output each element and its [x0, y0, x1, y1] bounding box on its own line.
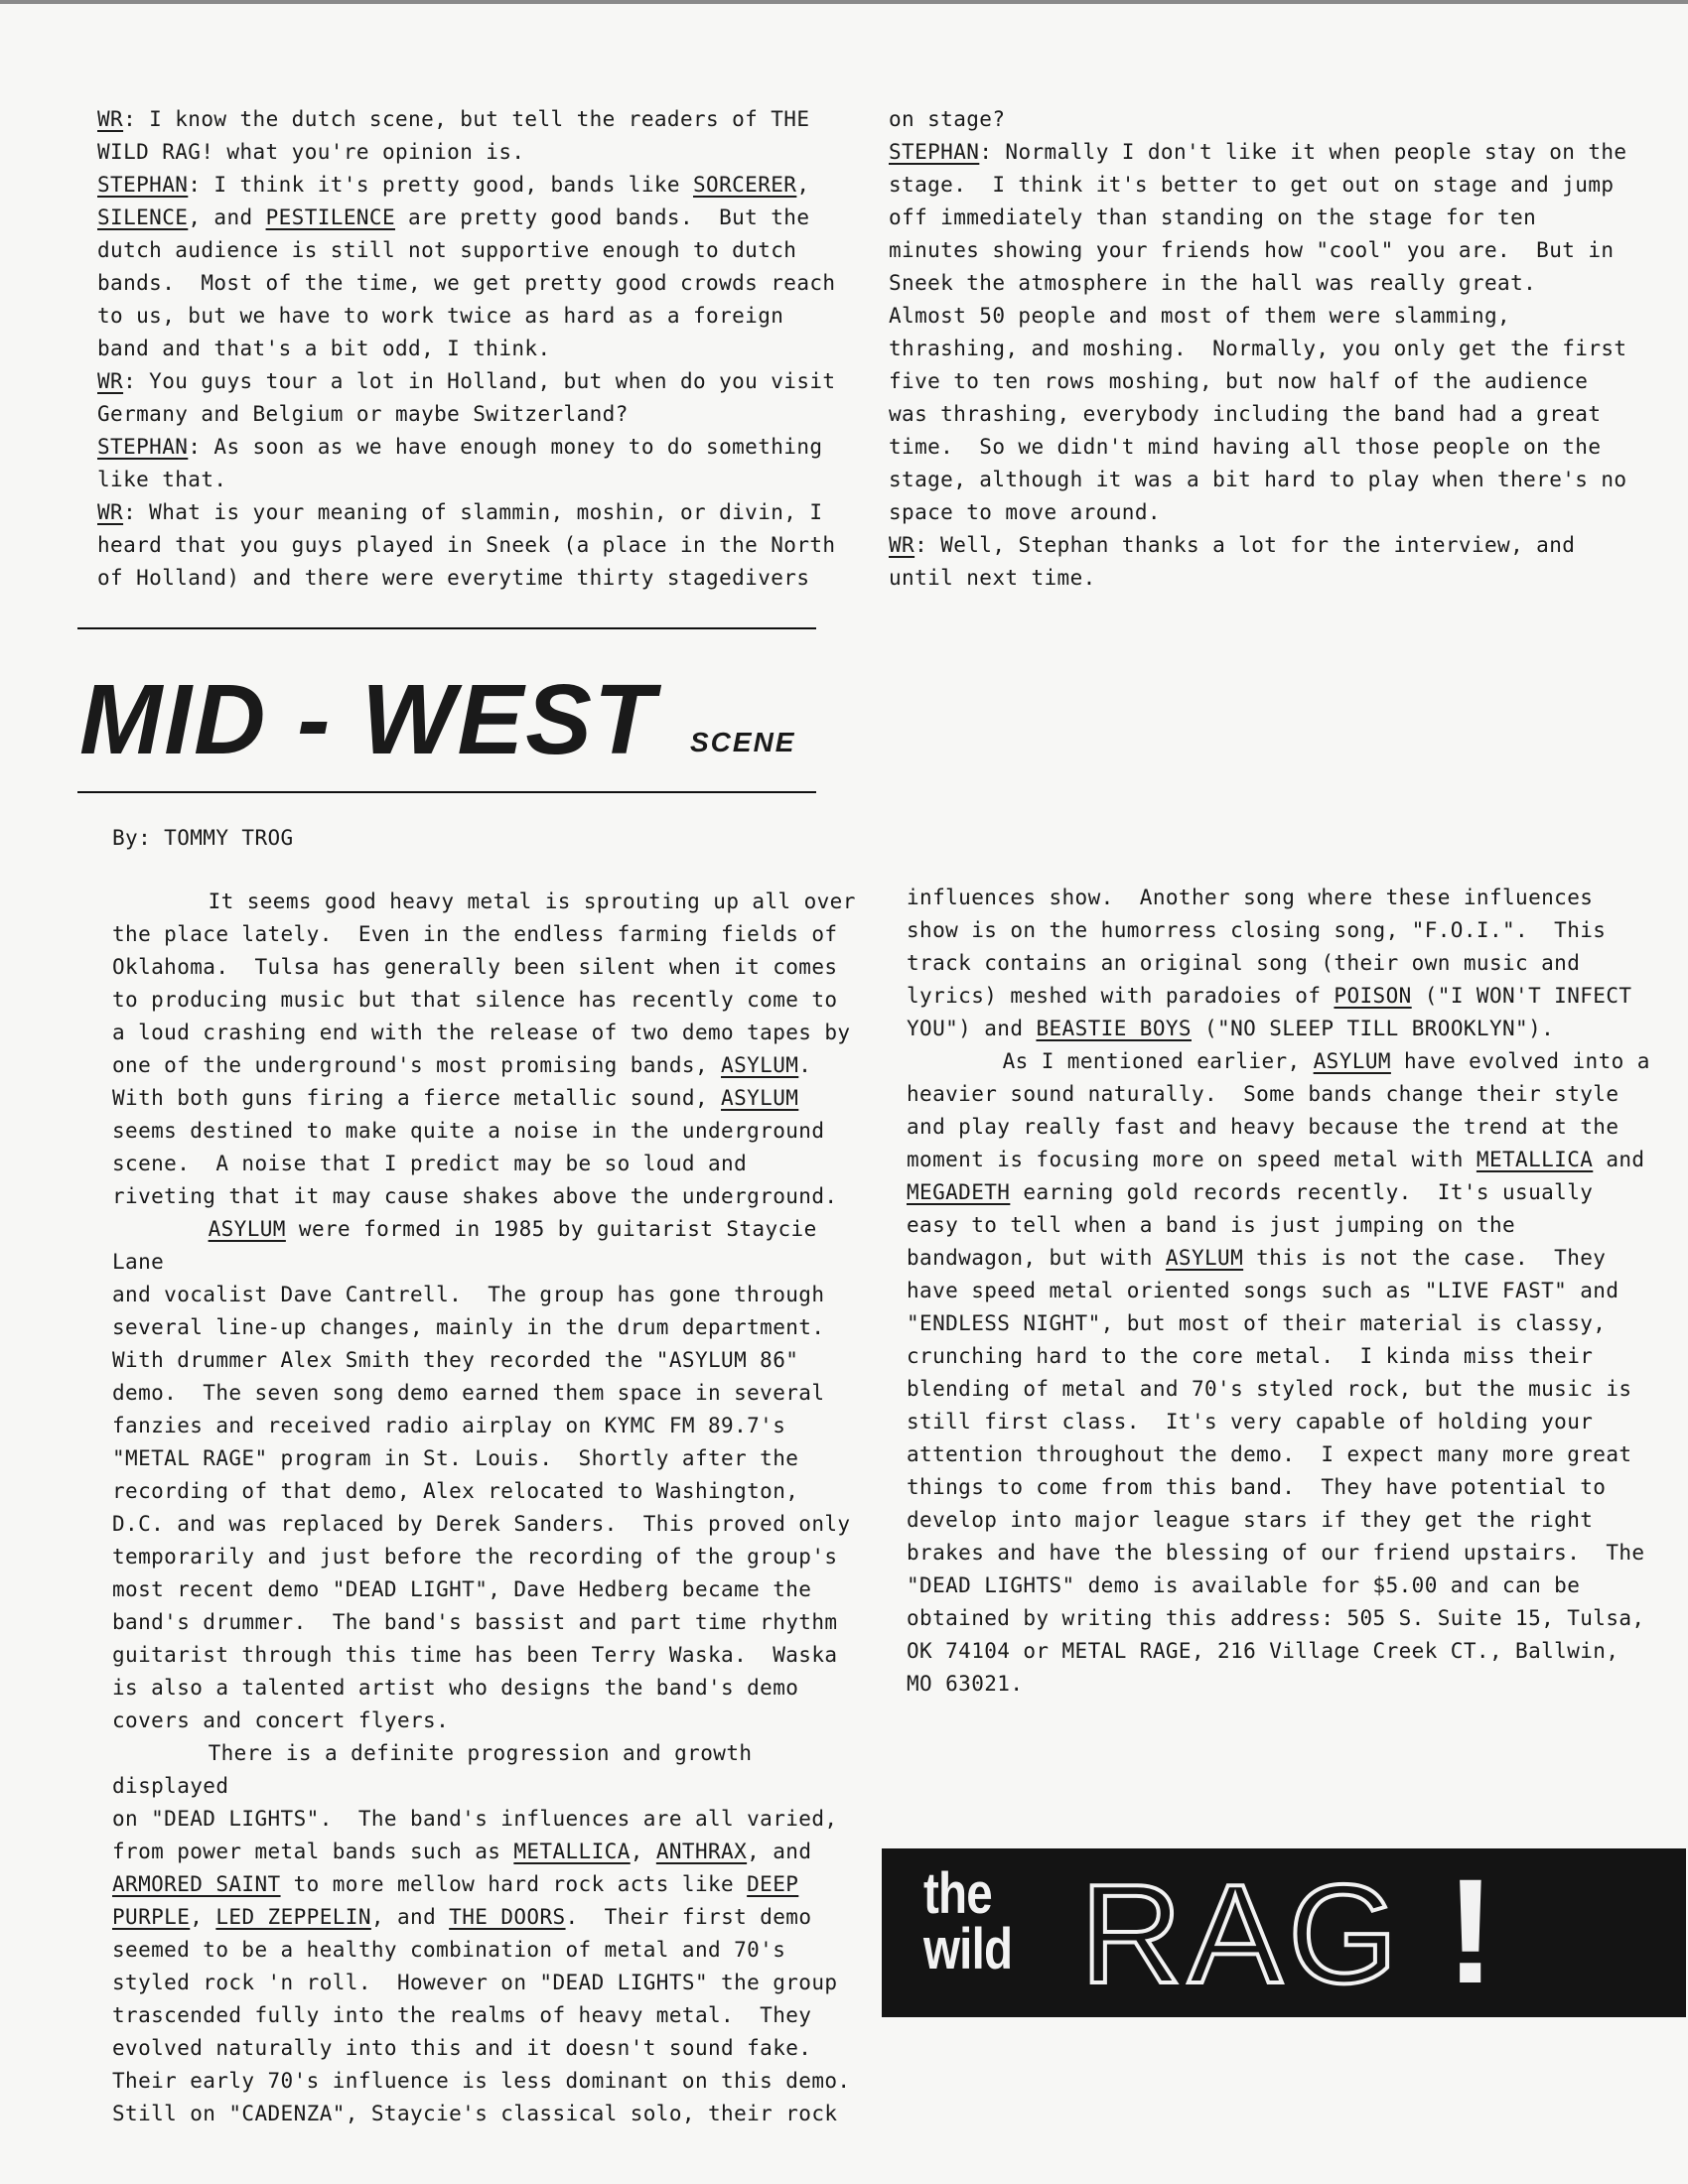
top-page-rule — [0, 0, 1688, 4]
text-run: , and — [747, 1840, 812, 1863]
interview-column-left — [97, 103, 852, 595]
text-run: earning gold records recently. It's usually easy to tell when a band is just jumping on the bandwagon, but with — [907, 1180, 1594, 1270]
logo-word-the: the — [923, 1861, 992, 1926]
paragraph — [907, 1045, 1671, 1701]
text-run: to more mellow hard rock acts like — [280, 1872, 748, 1896]
underlined-name: POISON — [1334, 984, 1412, 1008]
text-run: , — [630, 1840, 656, 1863]
text-run: : You guys tour a lot in Holland, but when do you visit Germany and Belgium or maybe Switzerland? — [97, 369, 836, 426]
text-run: It seems good heavy metal is sprouting up all over the place lately. Even in the endless farming fields of Oklahoma. Tulsa has generally been silent when it comes to producing music but that silence has recently come to a loud crashing end with the release of two demo tapes by one of the underground's most promising bands, — [112, 889, 856, 1077]
underlined-name: ASYLUM — [1165, 1246, 1244, 1270]
text-run: : Well, Stephan thanks a lot for the interview, and until next time. — [889, 533, 1576, 590]
text-run: on stage? — [889, 107, 1006, 131]
text-run: : I know the dutch scene, but tell the readers of THE WILD RAG! what you're opinion is. — [97, 107, 810, 164]
underlined-name: ASYLUM — [721, 1086, 799, 1110]
heading-rule-bottom — [77, 791, 816, 793]
logo-word-wild: wild — [923, 1917, 1013, 1981]
underlined-name: MEGADETH — [907, 1180, 1011, 1204]
underlined-name: WR — [97, 369, 124, 393]
underlined-name: ARMORED SAINT — [112, 1872, 281, 1896]
underlined-name: WR — [97, 107, 124, 131]
text-run: : What is your meaning of slammin, moshin, or divin, I heard that you guys played in Sneek (a place in the North of Holland) and there were everytime thirty stagedivers — [97, 500, 836, 590]
paragraph — [907, 882, 1671, 1045]
paragraph — [112, 1213, 877, 1737]
underlined-name: STEPHAN — [97, 435, 189, 459]
text-run: , and — [188, 205, 266, 229]
underlined-name: ASYLUM — [721, 1053, 799, 1077]
underlined-name: LED ZEPPELIN — [215, 1905, 371, 1929]
underlined-name: WR — [889, 533, 915, 557]
underlined-name: ASYLUM — [1313, 1049, 1391, 1073]
text-run: , and — [370, 1905, 450, 1929]
text-run: : As soon as we have enough money to do something like that. — [97, 435, 823, 491]
underlined-name: BEASTIE BOYS — [1036, 1017, 1192, 1040]
logo-exclamation: ! — [1446, 1848, 1495, 2014]
text-run: , — [190, 1905, 216, 1929]
text-run: . With both guns firing a fierce metallic sound, — [112, 1053, 812, 1110]
text-run: : Normally I don't like it when people stay on the stage. I think it's better to get out on stage and jump off immediately than standing on the stage for ten minutes showing your friends how "cool" you are. But in Sneek the atmosphere in the hall was really great. Almost 50 people and most of them were slamming, thrashing, and moshing. Normally, you only get the first five to ten rows moshing, but now half of the audience was thrashing, everybody including the band had a great time. So we didn't mind having all those people on the stage, although it was a bit hard to play when there's no space to move around. — [889, 140, 1627, 524]
underlined-name: METALLICA — [1476, 1148, 1594, 1171]
text-run: ("NO SLEEP TILL BROOKLYN"). — [1191, 1017, 1555, 1040]
text-run: , — [796, 173, 810, 197]
paragraph — [889, 103, 1653, 595]
text-run: have evolved into a heavier sound naturally. Some bands change their style and play really fast and heavy because the trend at the moment is focusing more on speed metal with — [907, 1049, 1650, 1171]
text-run: were formed in 1985 by guitarist Staycie Lane and vocalist Dave Cantrell. The group has gone through several line-up changes, mainly in the drum department. With drummer Alex Smith they recorded the "ASYLUM 86" demo. The seven song demo earned them space in several fanzies and received radio airplay on KYMC FM 89.7's "METAL RAGE" program in St. Louis. Shortly after the recording of that demo, Alex relocated to Washington, D.C. and was replaced by Derek Sanders. This proved only temporarily and just before the recording of the group's most recent demo "DEAD LIGHT", Dave Hedberg became the band's drummer. The band's bassist and part time rhythm guitarist through this time has been Terry Waska. Waska is also a talented artist who designs the band's demo covers and concert flyers. — [112, 1217, 851, 1732]
underlined-name: THE DOORS — [449, 1905, 566, 1929]
logo-rag-outline: RAG — [1080, 1855, 1404, 2013]
text-run: : I think it's pretty good, bands like — [188, 173, 693, 197]
section-heading-title: MID - WEST — [79, 664, 657, 775]
wild-rag-logo — [882, 1848, 1686, 2017]
section-heading — [79, 655, 834, 784]
paragraph — [97, 103, 852, 595]
underlined-name: PESTILENCE — [265, 205, 396, 229]
article-column-right — [907, 882, 1671, 1701]
text-run: ("I WON'T INFECT YOU") and — [907, 984, 1632, 1040]
text-run: seems destined to make quite a noise in the underground scene. A noise that I predict may be so loud and riveting that it may cause shakes above the underground. — [112, 1119, 838, 1208]
heading-rule-top — [77, 627, 816, 629]
interview-column-right — [889, 103, 1653, 595]
underlined-name: ANTHRAX — [655, 1840, 748, 1863]
underlined-name: WR — [97, 500, 124, 524]
underlined-name: STEPHAN — [97, 173, 189, 197]
underlined-name: SILENCE — [97, 205, 189, 229]
paragraph — [112, 886, 877, 1213]
text-run: . Their first demo seemed to be a healthy combination of metal and 70's styled rock 'n roll. However on "DEAD LIGHTS" the group trascended fully into the realms of heavy metal. They evolved naturally into this and it doesn't sound fake. Their early 70's influence is less dominant on this demo. Still on "CADENZA", Staycie's classical solo, their rock — [112, 1905, 851, 2125]
text-run: As I mentioned earlier, — [1002, 1049, 1314, 1073]
text-run: and — [1606, 1148, 1645, 1171]
text-run: are pretty good bands. But the dutch audience is still not supportive enough to dutch bands. Most of the time, we get pretty good crowds reach to us, but we have to work twice as hard as a foreign band and that's a bit odd, I think. — [97, 205, 836, 360]
section-heading-subtitle: SCENE — [690, 727, 796, 757]
underlined-name: STEPHAN — [889, 140, 980, 164]
text-run: There is a definite progression and growth displayed on "DEAD LIGHTS". The band's influences are all varied, from power metal bands such as — [112, 1741, 838, 1863]
article-column-left — [112, 886, 877, 2130]
underlined-name: ASYLUM — [208, 1217, 286, 1241]
logo-words — [923, 1861, 1013, 1981]
underlined-name: SORCERER — [693, 173, 797, 197]
paragraph — [112, 1737, 877, 2130]
byline: By: TOMMY TROG — [112, 826, 294, 850]
underlined-name: DEEP PURPLE — [112, 1872, 799, 1929]
text-run: influences show. Another song where these influences show is on the humorress closing song, "F.O.I.". This track contains an original song (their own music and lyrics) meshed with paradoies of — [907, 886, 1607, 1008]
text-run: this is not the case. They have speed metal oriented songs such as "LIVE FAST" and "ENDLESS NIGHT", but most of their material is classy, crunching hard to the core metal. I kinda miss their blending of metal and 70's styled rock, but the music is still first class. It's very capable of holding your attention throughout the demo. I expect many more great things to come from this band. They have potential to develop into major league stars if they get the right brakes and have the blessing of our friend upstairs. The "DEAD LIGHTS" demo is available for $5.00 and can be obtained by writing this address: 505 S. Suite 15, Tulsa, OK 74104 or METAL RAGE, 216 Village Creek CT., Ballwin, MO 63021. — [907, 1246, 1645, 1696]
underlined-name: METALLICA — [513, 1840, 631, 1863]
